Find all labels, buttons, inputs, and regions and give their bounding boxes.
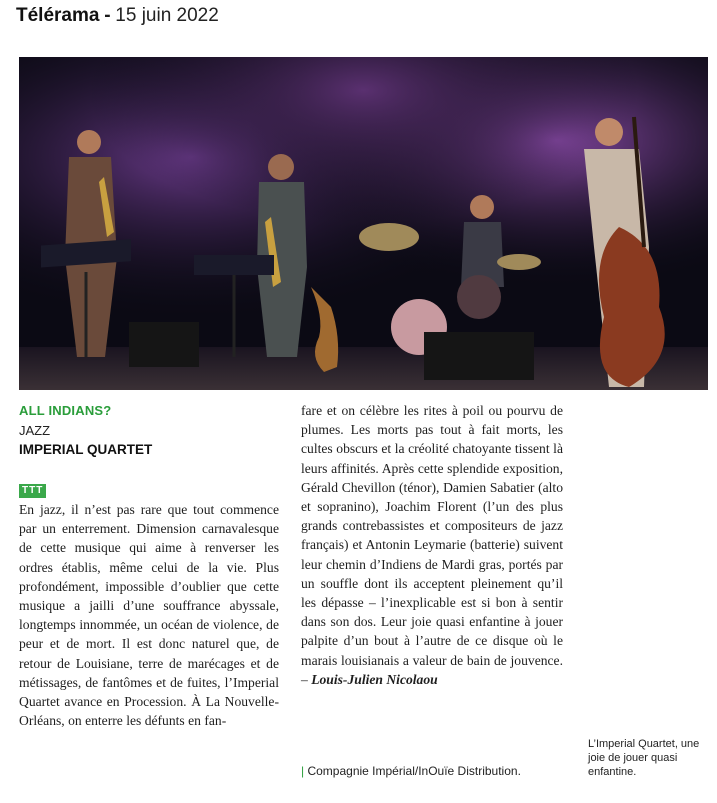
publication-name: Télérama xyxy=(16,5,100,26)
masthead-separator: - xyxy=(104,5,111,26)
credit-bar: | xyxy=(301,764,305,778)
review-kicker: ALL INDIANS? xyxy=(19,403,112,418)
review-paragraph-2-text: fare et on célèbre les rites à poil ou pourvu de plumes. Les morts pas tout à fait morts, les cultes obscurs et la créolité chatoyante tissent là leurs affinités. Après cette splendide exposition, Gérald Chevillon (ténor), Damien Sabatier (alto et sopranino), Joachim Florent (l’un des plus grands contrebassistes et compositeurs de jazz français) et Antonin Leymarie (batterie) suivent leur chemin d’Indiens de Mardi gras, portés par un souffle dont ils acceptent pleinement qu’il les dépasse – l’inexplicable est si bon à sentir dans son dos. Leur joie quasi enfantine à jouer palpite d’un bout à l’autre de ce disque où le marais louisianais a valeur de bain de jouvence. – xyxy=(301,403,563,687)
review-paragraph-1: En jazz, il n’est pas rare que tout commence par un enterrement. Dimension carnavalesque de cette musique qui aime à renverser les ordres établis, même celui de la vie. Plus profondément, impossible d’oublier que cette musique a jailli d’une souffrance abyssale, longtemps innommée, un océan de violence, de peur et de mort. Il est donc naturel que, de retour de Louisiane, terre de marécages et de métissages, de fantômes et de fuites, l’Imperial Quartet avance en Procession. À La Nouvelle-Orléans, on enterre les défunts en fan- xyxy=(19,502,279,729)
concert-photo xyxy=(19,57,708,390)
credit-text: Compagnie Impérial/InOuïe Distribution. xyxy=(307,764,521,778)
review-genre: JAZZ xyxy=(19,423,51,438)
publication-date: 15 juin 2022 xyxy=(115,5,219,26)
rating-badge: TTT xyxy=(19,484,46,498)
masthead xyxy=(16,4,219,28)
review-body-column-2 xyxy=(301,401,563,689)
photo-credit xyxy=(301,764,521,778)
review-author: Louis-Julien Nicolaou xyxy=(311,671,438,687)
concert-photo-icon xyxy=(19,57,708,390)
photo-caption: L’Imperial Quartet, une joie de jouer quasi enfantine. xyxy=(588,738,700,778)
review-paragraph-2 xyxy=(301,401,563,689)
review-body-column-1 xyxy=(19,500,279,730)
review-artist: IMPERIAL QUARTET xyxy=(19,442,153,457)
